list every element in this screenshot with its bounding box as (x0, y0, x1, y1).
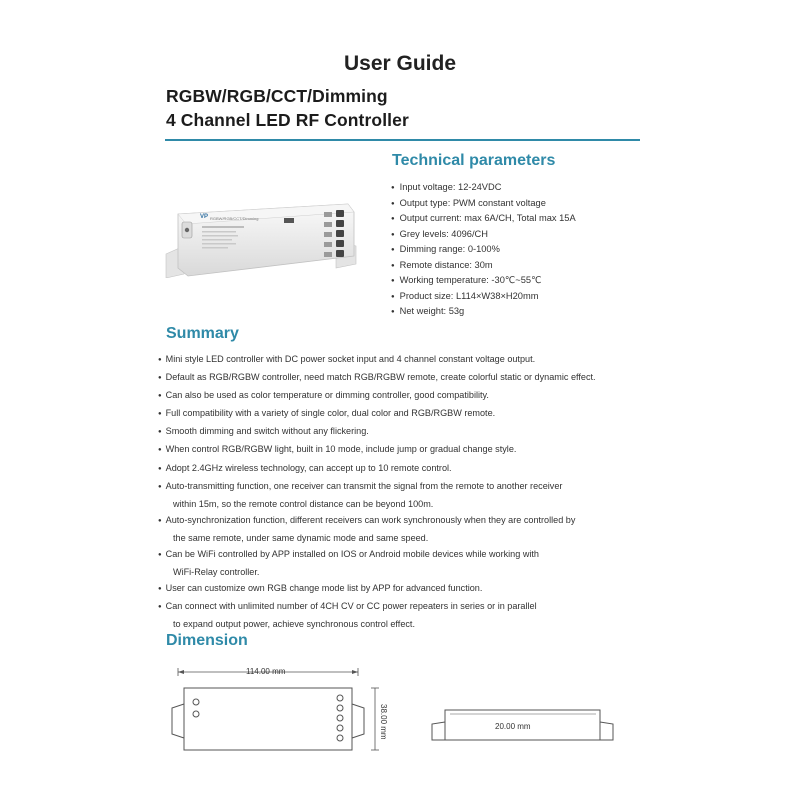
spec-item: ● Output type: PWM constant voltage (391, 196, 576, 212)
summary-line: Can connect with unlimited number of 4CH CV or CC power repeaters in series or in parallel (165, 601, 537, 612)
product-brand-mark: VP (200, 214, 209, 220)
summary-item (158, 405, 678, 423)
summary-item (158, 598, 678, 632)
spec-item: ● Input voltage: 12-24VDC (391, 180, 576, 196)
product-label-model: RGBW/RGB/CCT/Dimming (210, 216, 259, 221)
spec-item: ● Product size: L114×W38×H20mm (391, 289, 576, 305)
summary-line-continued: WiFi-Relay controller. (173, 567, 260, 578)
summary-line: User can customize own RGB change mode list by APP for advanced function. (165, 583, 483, 594)
spec-item: ● Remote distance: 30m (391, 258, 576, 274)
summary-line-continued: within 15m, so the remote control distance can be beyond 100m. (173, 498, 434, 509)
summary-line: Full compatibility with a variety of single color, dual color and RGB/RGBW remote. (165, 408, 496, 419)
summary-item (158, 441, 678, 459)
spec-item: ● Working temperature: -30℃~55℃ (391, 273, 576, 289)
length-dimension-label: 114.00 mm (246, 667, 286, 676)
spec-item: ● Output current: max 6A/CH, Total max 15A (391, 211, 576, 227)
product-subtitle-line1: RGBW/RGB/CCT/Dimming (166, 86, 388, 106)
summary-line-continued: the same remote, under same dynamic mode and same speed. (173, 532, 429, 543)
summary-list (158, 351, 678, 633)
summary-line: When control RGB/RGBW light, built in 10 mode, include jump or gradual change style. (165, 444, 517, 455)
product-subtitle-line2: 4 Channel LED RF Controller (166, 110, 409, 130)
summary-line: Can be WiFi controlled by APP installed on IOS or Android mobile devices while working with (165, 549, 539, 560)
width-dimension-label: 38.00 mm (379, 704, 388, 740)
product-image (160, 196, 360, 278)
summary-item (158, 387, 678, 405)
top-view-drawing (172, 668, 379, 750)
height-dimension-label: 20.00 mm (495, 722, 531, 731)
summary-line: Can also be used as color temperature or dimming controller, good compatibility. (165, 390, 489, 401)
summary-line-continued: to expand output power, achieve synchronous control effect. (173, 619, 415, 630)
summary-item (158, 512, 678, 546)
summary-line: Smooth dimming and switch without any flickering. (165, 426, 369, 437)
dimension-drawing (160, 660, 620, 760)
spec-item: ● Dimming range: 0-100% (391, 242, 576, 258)
summary-item (158, 478, 678, 512)
technical-parameters-heading: Technical parameters (392, 152, 556, 169)
summary-item (158, 460, 678, 478)
summary-item (158, 580, 678, 598)
spec-item: ● Net weight: 53g (391, 304, 576, 320)
summary-line: Adopt 2.4GHz wireless technology, can accept up to 10 remote control. (165, 462, 452, 473)
summary-item (158, 351, 678, 369)
summary-item (158, 546, 678, 580)
summary-line: Auto-transmitting function, one receiver can transmit the signal from the remote to another receiver (165, 480, 563, 491)
summary-line: Mini style LED controller with DC power socket input and 4 channel constant voltage output. (165, 354, 536, 364)
dimension-heading: Dimension (166, 632, 248, 649)
title-divider (165, 139, 640, 141)
summary-item (158, 369, 678, 387)
summary-line: Auto-synchronization function, different receivers can work synchronously when they are controlled by (165, 514, 576, 525)
technical-parameters-list (391, 180, 576, 320)
summary-line: Default as RGB/RGBW controller, need match RGB/RGBW remote, create colorful static or dynamic effect. (165, 372, 596, 383)
summary-item (158, 423, 678, 441)
spec-item: ● Grey levels: 4096/CH (391, 227, 576, 243)
summary-heading: Summary (166, 325, 239, 342)
page-title: User Guide (343, 52, 457, 75)
